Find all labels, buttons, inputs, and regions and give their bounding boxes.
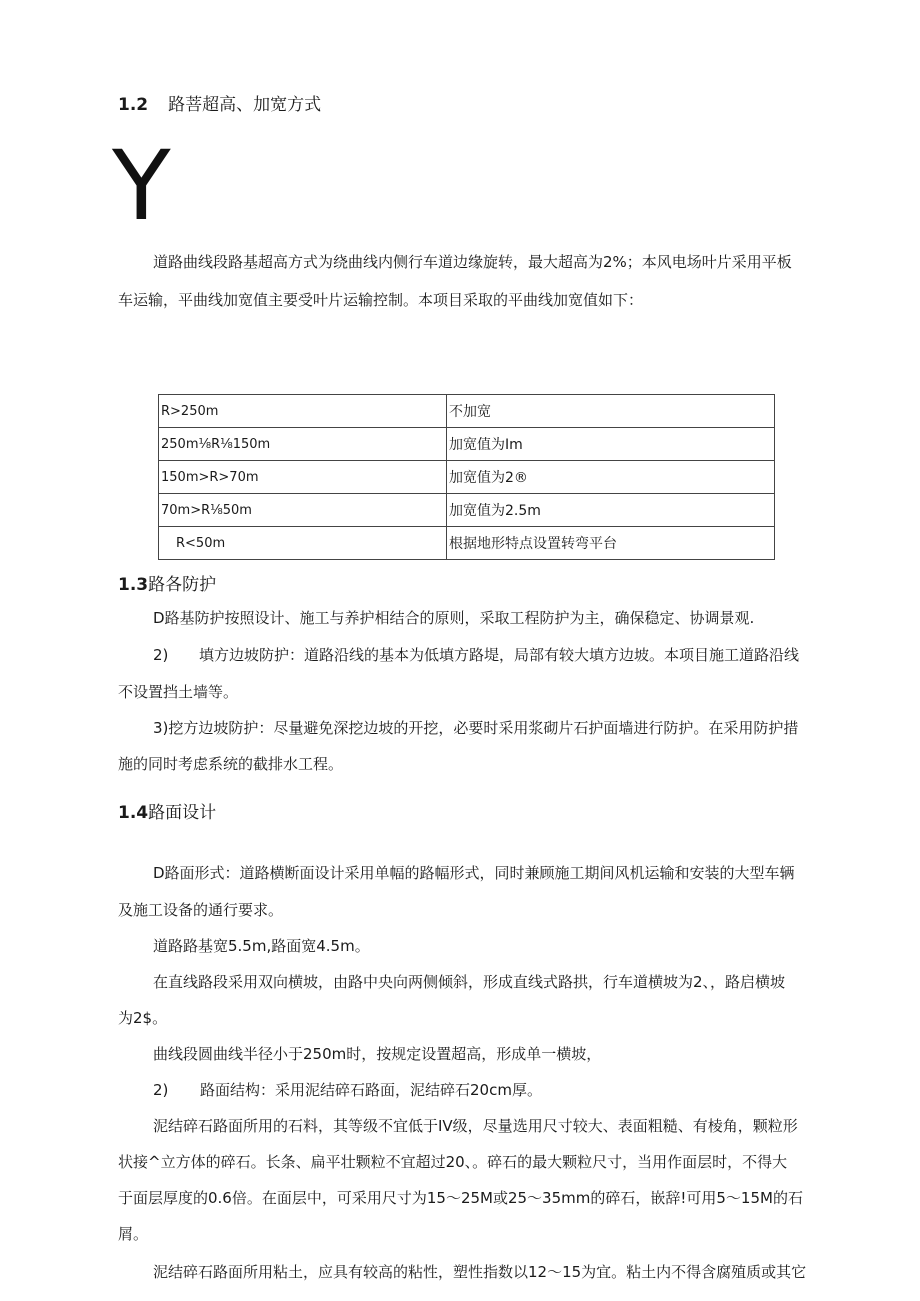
section-number: 1.2: [118, 95, 149, 115]
paragraph-line: 屑。: [118, 1225, 149, 1243]
paragraph-line: 为2$。: [118, 1009, 168, 1027]
paragraph-line: 不设置挡土墙等。: [118, 683, 239, 701]
section-title: 路面设计: [148, 803, 217, 823]
large-y-glyph: Y: [112, 130, 171, 242]
paragraph-line: 车运输，平曲线加宽值主要受叶片运输控制。本项目采取的平曲线加宽值如下：: [118, 291, 644, 309]
table-cell-condition: 250m⅛R⅛150m: [159, 428, 447, 461]
section-heading-1-4: [118, 798, 216, 823]
paragraph-line: 道路曲线段路基超高方式为绕曲线内侧行车道边缘旋转，最大超高为2%；本风电场叶片采用平板: [153, 253, 792, 271]
paragraph-line: D路基防护按照设计、施工与养护相结合的原则，采取工程防护为主，确保稳定、协调景观.: [153, 609, 755, 627]
list-number: 2): [153, 1081, 169, 1099]
table-row: [159, 461, 775, 494]
paragraph-line: D路面形式：道路横断面设计采用单幅的路幅形式，同时兼顾施工期间风机运输和安装的大型车辆: [153, 864, 795, 882]
section-heading-1-2: [118, 90, 321, 115]
paragraph-line: 泥结碎石路面所用粘土，应具有较高的粘性，塑性指数以12〜15为宜。粘土内不得含腐殖质或其它: [153, 1263, 807, 1281]
table-cell-condition: 150m>R>70m: [159, 461, 447, 494]
paragraph-line: 状接^立方体的碎石。长条、扁平壮颗粒不宜超过20、。碎石的最大颗粒尺寸，当用作面层时，不得大: [118, 1153, 788, 1171]
section-title: 路各防护: [148, 575, 217, 595]
section-number: 1.3: [118, 575, 149, 595]
table-row: [159, 494, 775, 527]
table-cell-condition: R<50m: [159, 527, 447, 560]
table-row: [159, 428, 775, 461]
paragraph-line: 及施工设备的通行要求。: [118, 901, 284, 919]
paragraph-line: 道路路基宽5.5m,路面宽4.5m。: [153, 937, 370, 955]
table-cell-value: 加宽值为2.5m: [447, 494, 775, 527]
paragraph-line: 于面层厚度的0.6倍。在面层中，可采用尺寸为15〜25M或25〜35mm的碎石，嵌辞!可用5〜15M的石: [118, 1189, 803, 1207]
paragraph-line: 在直线路段采用双向横坡，由路中央向两侧倾斜，形成直线式路拱，行车道横坡为2、，路启横坡: [153, 973, 786, 991]
table-cell-value: 根据地形特点设置转弯平台: [447, 527, 775, 560]
list-number: 2): [153, 646, 169, 664]
table-cell-condition: 70m>R⅛50m: [159, 494, 447, 527]
section-number: 1.4: [118, 803, 149, 823]
paragraph-line: 施的同时考虑系统的截排水工程。: [118, 755, 344, 773]
table-row: [159, 527, 775, 560]
paragraph-line: 3)挖方边坡防护：尽量避免深挖边坡的开挖，必要时采用浆砌片石护面墙进行防护。在采用防护措: [153, 719, 799, 737]
paragraph-line: 曲线段圆曲线半径小于250m时，按规定设置超高，形成单一横坡，: [153, 1045, 602, 1063]
table-cell-value: 不加宽: [447, 395, 775, 428]
section-heading-1-3: [118, 570, 216, 595]
paragraph-line: 路面结构：采用泥结碎石路面，泥结碎石20cm厚。: [200, 1081, 542, 1099]
table-cell-value: 加宽值为Im: [447, 428, 775, 461]
curve-widening-table: [158, 394, 775, 560]
section-title: 路菩超高、加宽方式: [168, 95, 322, 115]
table-cell-condition: R>250m: [159, 395, 447, 428]
table-cell-value: 加宽值为2®: [447, 461, 775, 494]
table-row: [159, 395, 775, 428]
paragraph-line: 填方边坡防护：道路沿线的基本为低填方路堤，局部有较大填方边坡。本项目施工道路沿线: [199, 646, 800, 664]
paragraph-line: 泥结碎石路面所用的石料，其等级不宜低于IV级，尽量选用尺寸较大、表面粗糙、有棱角，颗粒形: [153, 1117, 798, 1135]
